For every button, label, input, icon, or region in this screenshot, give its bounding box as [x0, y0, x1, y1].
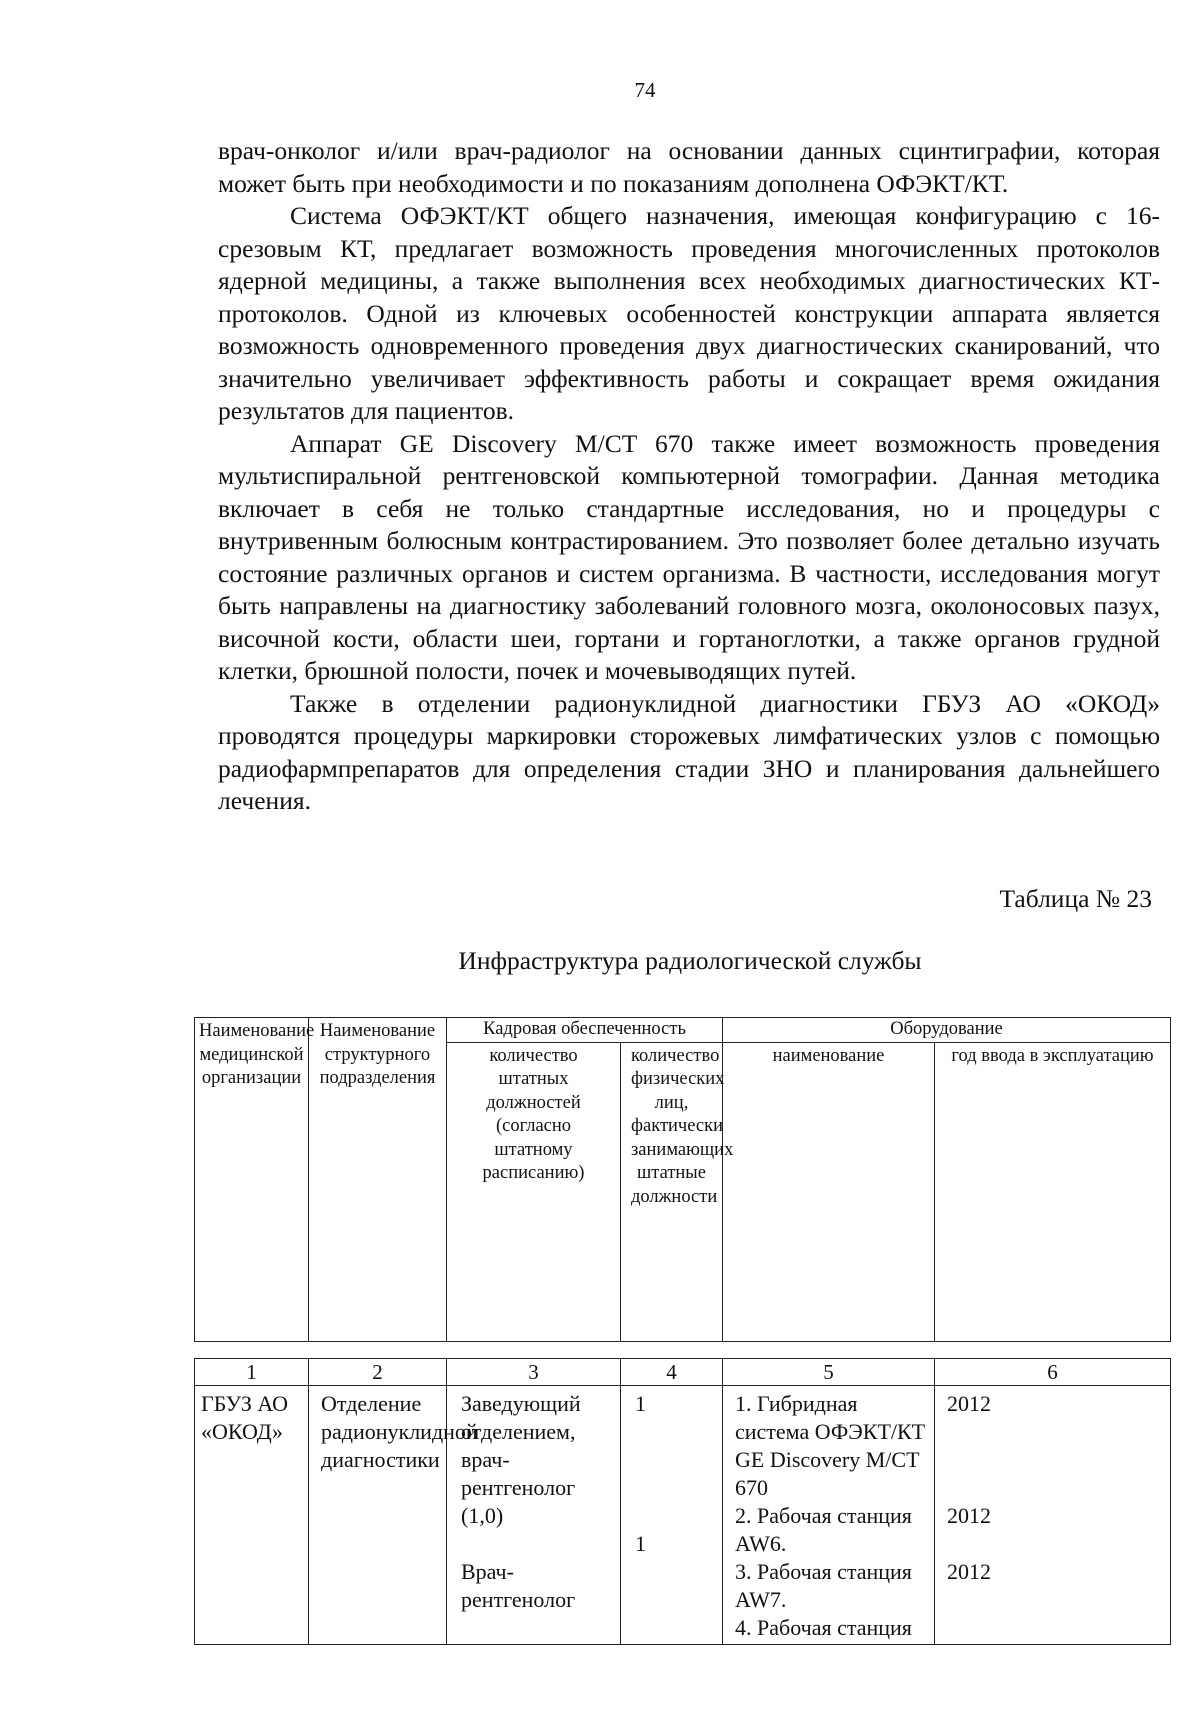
cell-equipment [723, 1386, 935, 1645]
position-entry: Заведующий отделением, врач-рентгенолог (1,0) [461, 1391, 581, 1528]
paragraph: Также в отделении радионуклидной диагностики ГБУЗ АО «ОКОД» проводятся процедуры маркировки сторожевых лимфатических узлов с помощью радиофармпрепаратов для определения стадии ЗНО и планирования дальнейшего лечения. [218, 688, 1160, 815]
header-positions: количество штатных должностей (согласно штатному расписанию) [447, 1042, 621, 1341]
header-organization: Наименование медицинской организации [195, 1018, 309, 1342]
column-number: 6 [935, 1359, 1171, 1386]
equipment-entry: 2. Рабочая станция AW6. [735, 1503, 912, 1556]
header-year: год ввода в эксплуатацию [935, 1042, 1171, 1341]
paragraph: Аппарат GE Discovery M/CT 670 также имеет возможность проведения мультиспиральной рентгеновской компьютерной томографии. Данная методика включает в себя не только стандартные исследования, но и процедуры с внутривенным болюсным контрастированием. Это позволяет более детально изучать состояние различных органов и систем организма. В частности, исследования могут быть направлены на диагностику заболеваний головного мозга, околоносовых пазух, височной кости, области шеи, гортани и гортаноглотки, а также органов грудной клетки, брюшной полости, почек и мочевыводящих путей. [218, 428, 1160, 685]
cell-positions [447, 1386, 621, 1645]
cell-department: Отделение радионуклидной диагностики [309, 1386, 447, 1645]
table-row [195, 1386, 1171, 1645]
paragraph: Система ОФЭКТ/КТ общего назначения, имеющая конфигурацию с 16-срезовым КТ, предлагает возможность проведения многочисленных протоколов ядерной медицины, а также выполнения всех необходимых диагностических КТ-протоколов. Одной из ключевых особенностей конструкции аппарата является возможность одновременного проведения двух диагностических сканирований, что значительно увеличивает эффективность работы и сокращает время ожидания результатов для пациентов. [218, 201, 1160, 425]
paragraph: врач-онколог и/или врач-радиолог на основании данных сцинтиграфии, которая может быть при необходимости и по показаниям дополнена ОФЭКТ/КТ. [218, 136, 1160, 198]
table-title: Инфраструктура радиологической службы [458, 946, 922, 975]
column-number: 4 [621, 1359, 723, 1386]
persons-entry: 1 [635, 1531, 646, 1556]
column-number: 3 [447, 1359, 621, 1386]
column-number: 5 [723, 1359, 935, 1386]
body-text [218, 135, 1160, 818]
year-entry: 2012 [947, 1503, 991, 1528]
equipment-entry: 4. Рабочая станция [735, 1615, 912, 1640]
persons-entry: 1 [635, 1391, 646, 1416]
page-number: 74 [634, 78, 656, 102]
equipment-entry: 3. Рабочая станция AW7. [735, 1559, 912, 1612]
header-equipment-name: наименование [723, 1042, 935, 1341]
header-equipment-group: Оборудование [723, 1018, 1171, 1043]
header-department: Наименование структурного подразделения [309, 1018, 447, 1342]
table-number: Таблица № 23 [999, 884, 1152, 913]
equipment-entry: 1. Гибридная система ОФЭКТ/КТ GE Discovery M/CT 670 [735, 1391, 926, 1500]
cell-organization: ГБУЗ АО «ОКОД» [195, 1386, 309, 1645]
year-entry: 2012 [947, 1559, 991, 1584]
header-staff-group: Кадровая обеспеченность [447, 1018, 723, 1043]
cell-years [935, 1386, 1171, 1645]
year-entry: 2012 [947, 1391, 991, 1416]
column-number: 2 [309, 1359, 447, 1386]
cell-persons [621, 1386, 723, 1645]
position-entry: Врач-рентгенолог [461, 1559, 576, 1612]
table-header [194, 1017, 1171, 1342]
column-number-row [195, 1359, 1171, 1386]
table-body [194, 1358, 1171, 1645]
header-persons: количество физических лиц, фактически занимающих штатные должности [621, 1042, 723, 1341]
column-number: 1 [195, 1359, 309, 1386]
